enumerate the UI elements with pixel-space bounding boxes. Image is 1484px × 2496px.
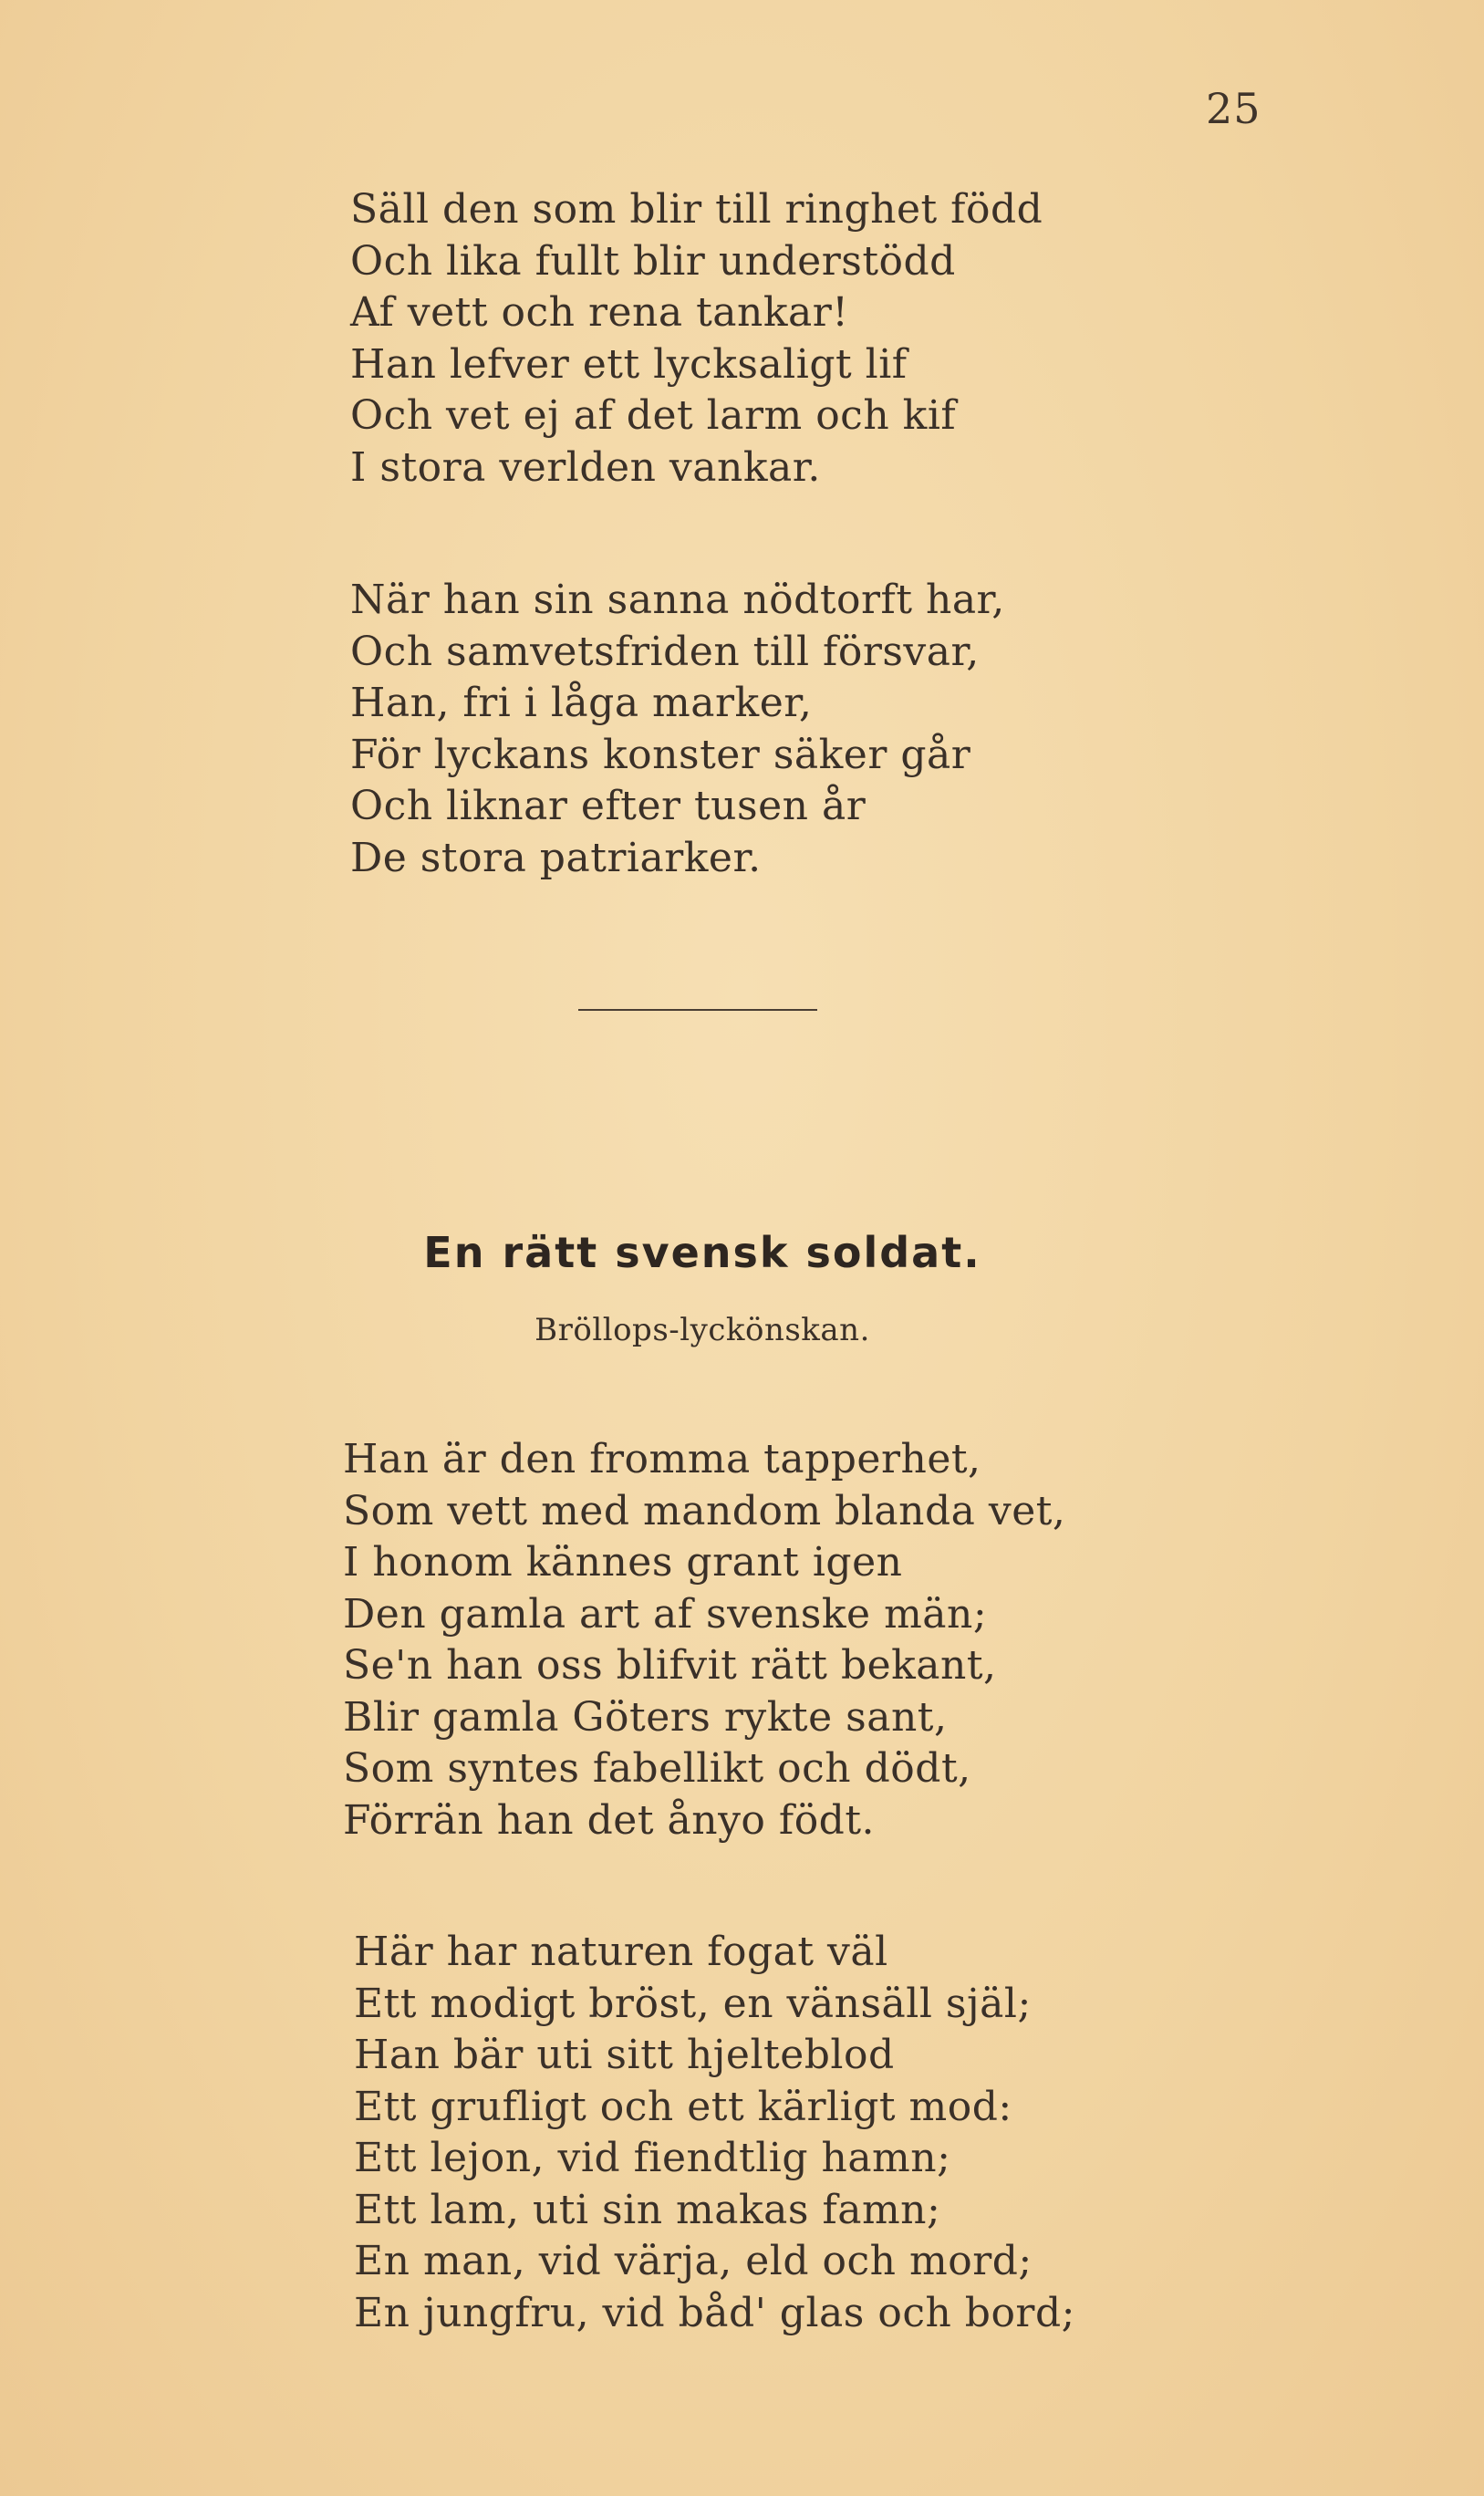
verse-line: Förrän han det ånyo födt. — [343, 1796, 876, 1844]
page-number: 25 — [1206, 84, 1261, 133]
poem-subtitle: Bröllops-lyckönskan. — [534, 1312, 870, 1348]
verse-line: Han är den fromma tapperhet, — [343, 1436, 981, 1482]
verse-line: Ett modigt bröst, en vänsäll själ; — [354, 1980, 1032, 2027]
verse-line: En man, vid värja, eld och mord; — [354, 2238, 1033, 2284]
poem-title: En rätt svensk soldat. — [423, 1228, 981, 1277]
verse-line: De stora patriarker. — [350, 834, 762, 881]
verse-line: Ett grufligt och ett kärligt mod: — [354, 2083, 1012, 2130]
verse-line: Af vett och rena tankar! — [350, 289, 849, 336]
verse-line: Som vett med mandom blanda vet, — [343, 1487, 1066, 1534]
verse-line: Han lefver ett lycksaligt lif — [350, 340, 908, 388]
verse-line: Ett lejon, vid fiendtlig hamn; — [354, 2135, 951, 2181]
verse-line: Säll den som blir till ringhet född — [350, 186, 1043, 233]
verse-line: Se'n han oss blifvit rätt bekant, — [343, 1642, 997, 1689]
verse-line: Och liknar efter tusen år — [350, 783, 867, 829]
verse-line: I stora verlden vankar. — [350, 443, 821, 491]
verse-line: Han, fri i låga marker, — [350, 680, 813, 726]
section-divider — [578, 1009, 817, 1011]
verse-line: Han bär uti sitt hjelteblod — [354, 2032, 895, 2078]
verse-line: Och vet ej af det larm och kif — [350, 392, 957, 439]
stanza-1 — [350, 184, 1043, 494]
verse-line: Ett lam, uti sin makas famn; — [354, 2186, 941, 2233]
verse-line: Som syntes fabellikt och dödt, — [343, 1745, 971, 1792]
verse-line: Och lika fullt blir understödd — [350, 237, 956, 285]
verse-line: Den gamla art af svenske män; — [343, 1590, 988, 1638]
stanza-4 — [354, 1927, 1075, 2339]
stanza-3 — [343, 1434, 1065, 1846]
verse-line: En jungfru, vid båd' glas och bord; — [354, 2289, 1075, 2336]
stanza-2 — [350, 575, 1005, 884]
verse-line: När han sin sanna nödtorft har, — [350, 577, 1005, 623]
verse-line: Blir gamla Göters rykte sant, — [343, 1693, 948, 1741]
verse-line: I honom kännes grant igen — [343, 1539, 903, 1586]
verse-line: För lyckans konster säker går — [350, 731, 971, 778]
verse-line: Här har naturen fogat väl — [354, 1929, 888, 1975]
verse-line: Och samvetsfriden till försvar, — [350, 628, 980, 675]
